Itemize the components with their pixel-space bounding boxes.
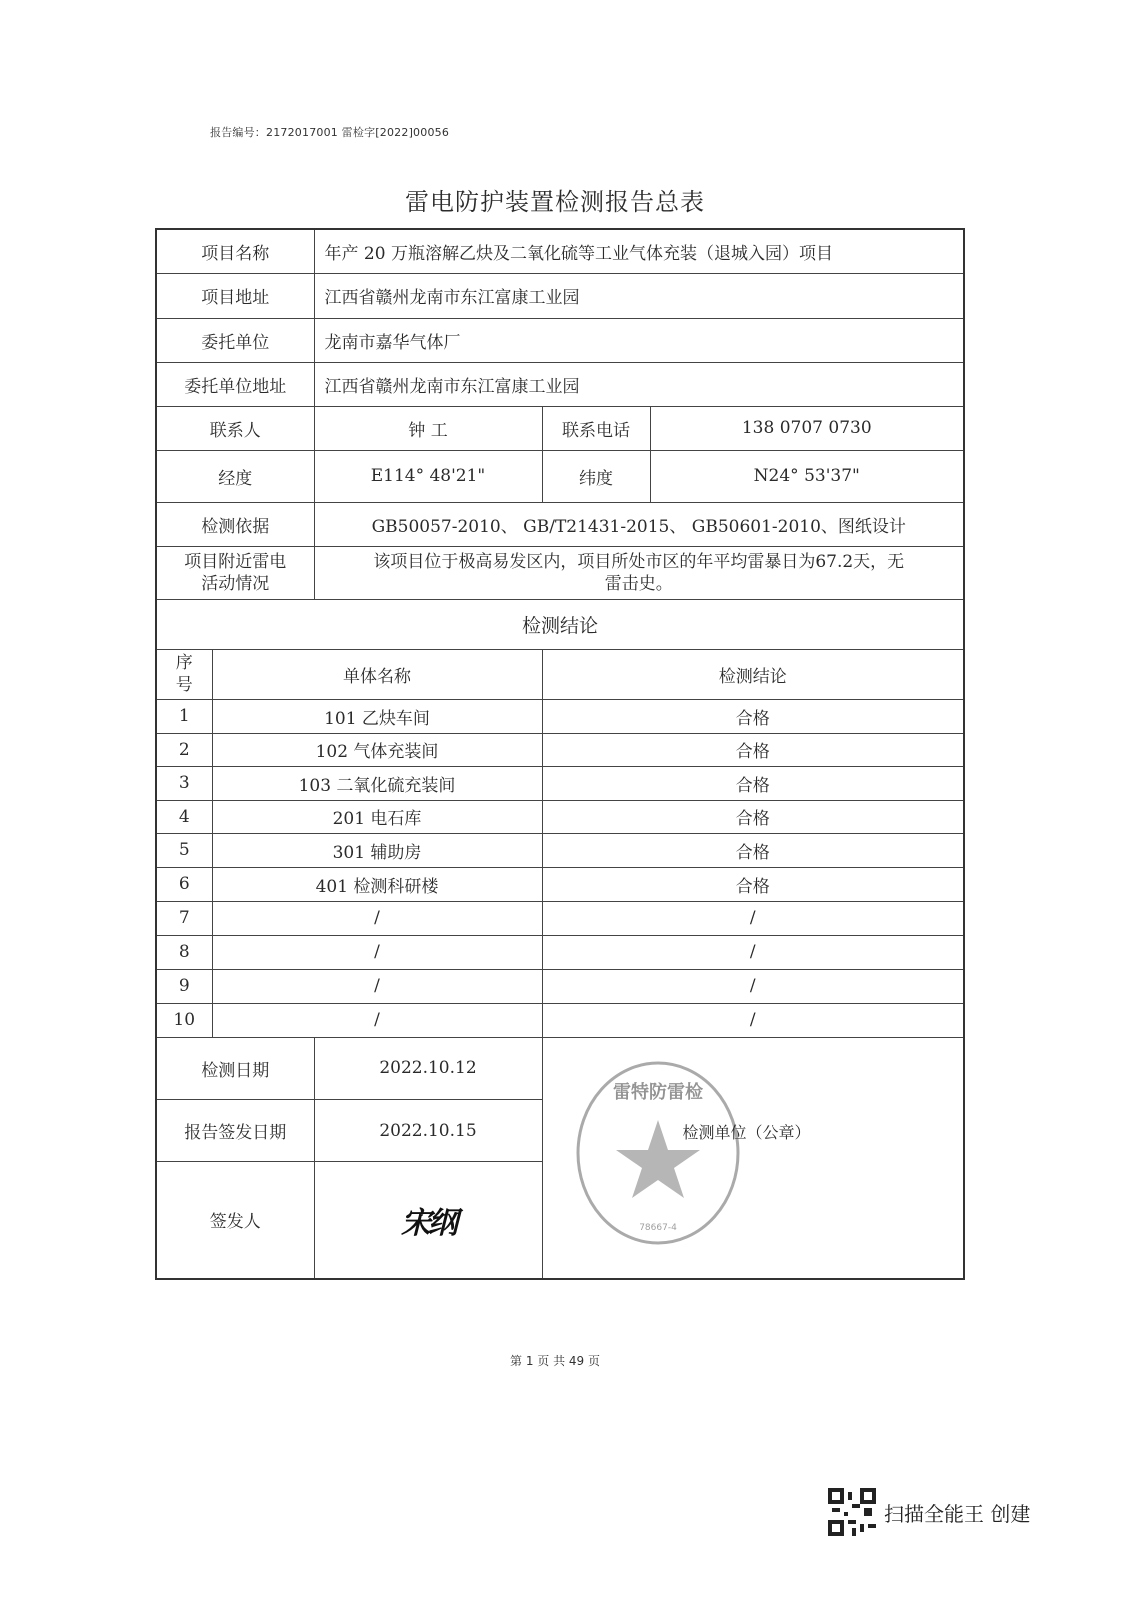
row-name: /	[212, 935, 542, 969]
phone-label: 联系电话	[542, 406, 650, 450]
project-address-label: 项目地址	[156, 273, 314, 318]
table-row	[156, 935, 964, 969]
watermark-text: 扫描全能王 创建	[884, 1501, 1031, 1526]
client-value: 龙南市嘉华气体厂	[314, 318, 964, 362]
longitude-value: E114° 48'21"	[314, 450, 542, 502]
client-address-value: 江西省赣州龙南市东江富康工业园	[314, 362, 964, 406]
row-result: /	[542, 935, 964, 969]
lightning-line-1: 该项目位于极高易发区内，项目所处市区的年平均雷暴日为67.2天，无	[373, 551, 905, 572]
row-result: 合格	[542, 766, 964, 800]
row-no: 10	[156, 1003, 212, 1037]
coordinates-row	[156, 450, 964, 502]
row-name: 301 辅助房	[212, 833, 542, 867]
stamp-cell	[542, 1037, 964, 1279]
table-row	[156, 969, 964, 1003]
report-summary-table	[155, 228, 965, 1280]
table-row	[156, 1003, 964, 1037]
project-address-value: 江西省赣州龙南市东江富康工业园	[314, 273, 964, 318]
row-result: 合格	[542, 867, 964, 901]
table-row	[156, 699, 964, 733]
row-no: 7	[156, 901, 212, 935]
client-address-row	[156, 362, 964, 406]
project-name-value: 年产 20 万瓶溶解乙炔及二氧化硫等工业气体充装（退城入园）项目	[314, 229, 964, 273]
row-name: 201 电石库	[212, 800, 542, 833]
row-result: 合格	[542, 833, 964, 867]
basis-row	[156, 502, 964, 546]
test-date-label: 检测日期	[156, 1037, 314, 1099]
client-address-label: 委托单位地址	[156, 362, 314, 406]
table-row	[156, 800, 964, 833]
client-row	[156, 318, 964, 362]
table-row	[156, 766, 964, 800]
row-no: 4	[156, 800, 212, 833]
report-number: 报告编号：2172017001 雷检字[2022]00056	[210, 126, 450, 139]
table-row	[156, 733, 964, 766]
phone-value: 138 0707 0730	[650, 406, 964, 450]
document-title: 雷电防护装置检测报告总表	[405, 188, 705, 216]
issuer-signature	[314, 1162, 542, 1279]
latitude-label: 纬度	[542, 450, 650, 502]
row-result: /	[542, 969, 964, 1003]
row-result: 合格	[542, 699, 964, 733]
row-no: 9	[156, 969, 212, 1003]
scanner-watermark	[828, 1488, 1030, 1536]
row-name: 401 检测科研楼	[212, 867, 542, 901]
row-result: 合格	[542, 733, 964, 766]
col-header-no	[156, 649, 212, 699]
longitude-label: 经度	[156, 450, 314, 502]
table-row	[156, 833, 964, 867]
conclusion-section-title: 检测结论	[156, 599, 964, 649]
row-result: /	[542, 901, 964, 935]
row-name: /	[212, 969, 542, 1003]
page-number: 第 1 页 共 49 页	[510, 1354, 600, 1368]
svg-text:78667-4: 78667-4	[638, 1222, 677, 1233]
lightning-label-line-2: 活动情况	[201, 573, 270, 594]
basis-value: GB50057-2010、 GB/T21431-2015、 GB50601-2010、图纸设计	[314, 502, 964, 546]
basis-label: 检测依据	[156, 502, 314, 546]
conclusion-section-row	[156, 599, 964, 649]
row-name: 102 气体充装间	[212, 733, 542, 766]
row-no: 6	[156, 867, 212, 901]
row-no: 3	[156, 766, 212, 800]
project-name-row	[156, 229, 964, 273]
lightning-line-2: 雷击史。	[604, 573, 673, 594]
row-name: 103 二氧化硫充装间	[212, 766, 542, 800]
row-name: 101 乙炔车间	[212, 699, 542, 733]
lightning-activity-label	[156, 546, 314, 599]
row-no: 8	[156, 935, 212, 969]
row-no: 5	[156, 833, 212, 867]
svg-text:雷特防雷检: 雷特防雷检	[612, 1081, 703, 1103]
issuer-label: 签发人	[156, 1162, 314, 1279]
table-row	[156, 867, 964, 901]
row-no: 2	[156, 733, 212, 766]
row-name: /	[212, 901, 542, 935]
qr-code-icon	[828, 1488, 876, 1536]
test-date-value: 2022.10.12	[314, 1037, 542, 1099]
signature-mark: 宋纲	[401, 1205, 455, 1241]
project-address-row	[156, 273, 964, 318]
contact-value: 钟 工	[314, 406, 542, 450]
row-result: /	[542, 1003, 964, 1037]
test-date-row	[156, 1037, 964, 1099]
row-name: /	[212, 1003, 542, 1037]
col-header-no-line-1: 序	[175, 653, 193, 673]
lightning-activity-row	[156, 546, 964, 599]
col-header-no-line-2: 号	[175, 675, 193, 695]
lightning-label-line-1: 项目附近雷电	[184, 551, 287, 572]
company-seal-icon	[573, 1058, 743, 1248]
contact-label: 联系人	[156, 406, 314, 450]
col-header-name: 单体名称	[212, 649, 542, 699]
latitude-value: N24° 53'37"	[650, 450, 964, 502]
issue-date-label: 报告签发日期	[156, 1099, 314, 1161]
row-result: 合格	[542, 800, 964, 833]
contact-row	[156, 406, 964, 450]
conclusion-header-row	[156, 649, 964, 699]
col-header-result: 检测结论	[542, 649, 964, 699]
issue-date-value: 2022.10.15	[314, 1099, 542, 1161]
project-name-label: 项目名称	[156, 229, 314, 273]
row-no: 1	[156, 699, 212, 733]
stamp-label: 检测单位（公章）	[682, 1122, 811, 1142]
client-label: 委托单位	[156, 318, 314, 362]
lightning-activity-value	[314, 546, 964, 599]
table-row	[156, 901, 964, 935]
